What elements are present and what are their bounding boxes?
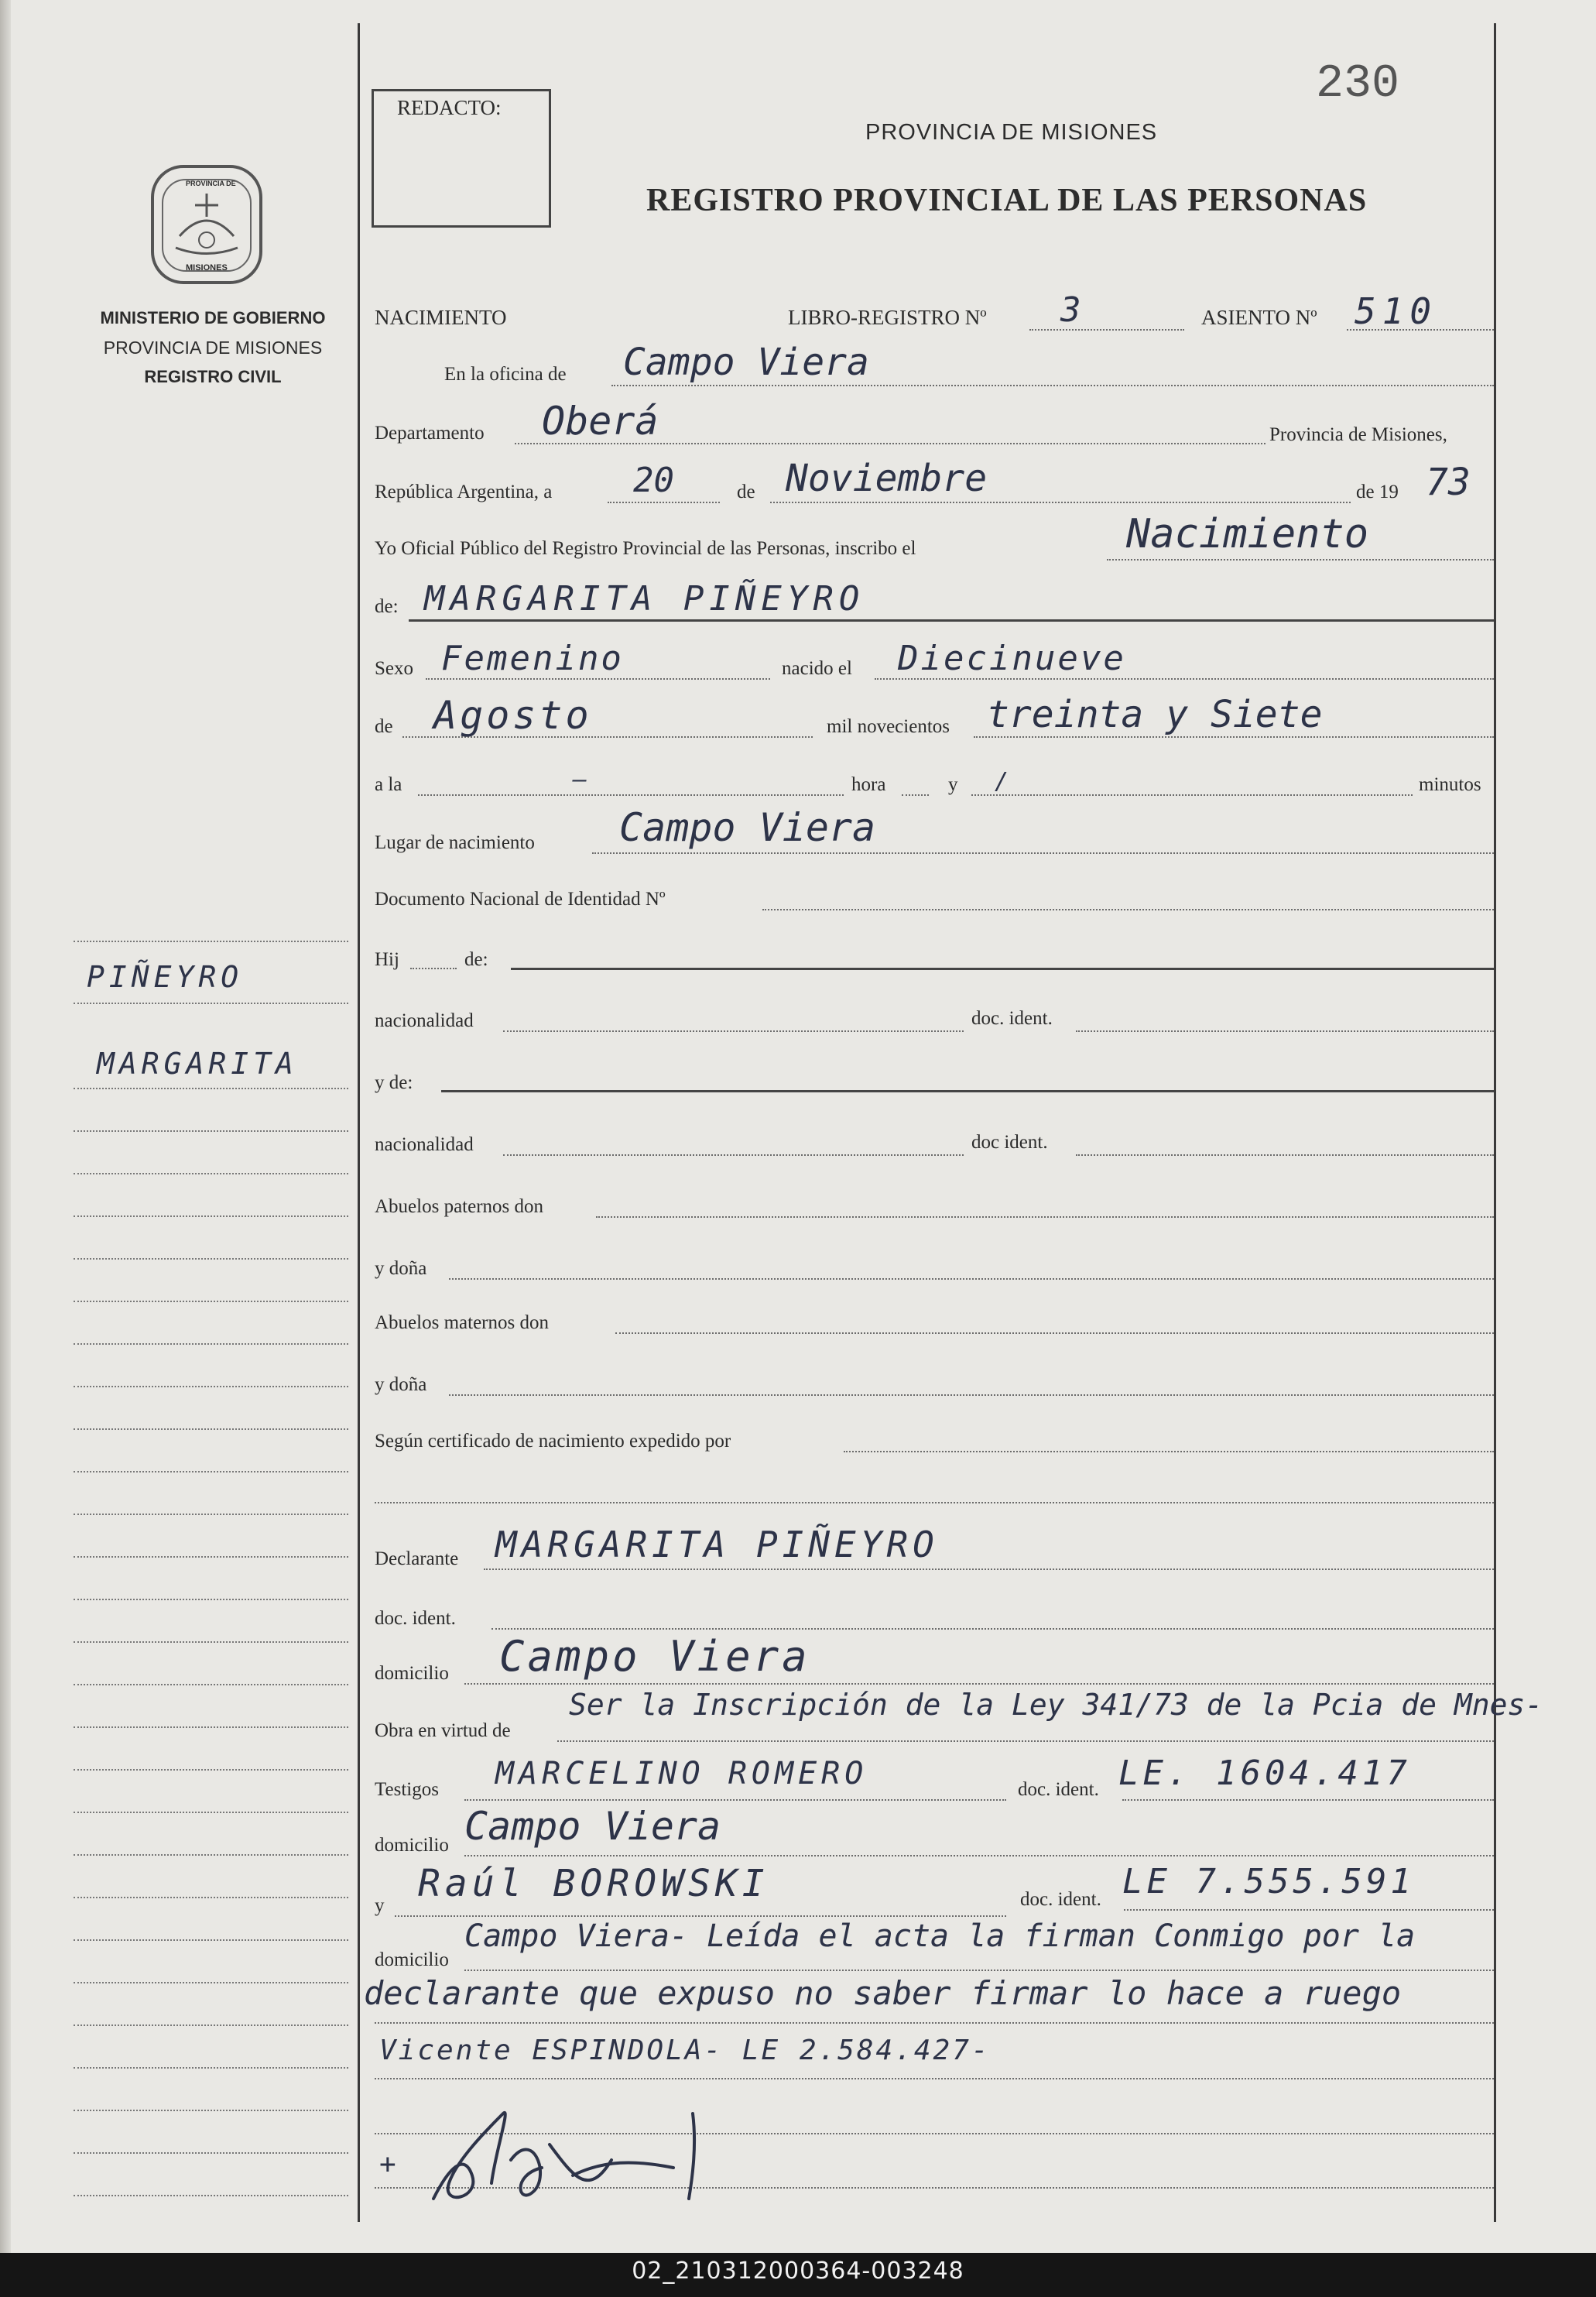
stamp-number: 230: [1316, 58, 1400, 111]
ala-label: a la: [375, 774, 402, 795]
testigo1-value: MARCELINO ROMERO: [495, 1756, 868, 1791]
de-nombre-label: de:: [375, 596, 399, 617]
redacto-box: [372, 89, 551, 228]
file-id: 02_210312000364-003248: [632, 2258, 964, 2285]
margin-rule-left: [358, 23, 360, 2222]
asiento-value: 510: [1355, 290, 1438, 332]
de2-label: de: [375, 716, 393, 737]
republica-label: República Argentina, a: [375, 482, 553, 502]
certificado-label: Según certificado de nacimiento expedido por: [375, 1431, 731, 1452]
doc-ident2-label: doc ident.: [971, 1132, 1048, 1153]
hora-value: —: [573, 766, 587, 794]
margin-rule-right: [1494, 23, 1496, 2222]
oficial-label: Yo Oficial Público del Registro Provincial de las Personas, inscribo el: [375, 538, 916, 559]
signature-mark: +: [379, 2148, 396, 2180]
ministry-line3: REGISTRO CIVIL: [144, 367, 282, 386]
y-dona2-label: y doña: [375, 1374, 427, 1395]
y-t2-label: y: [375, 1895, 385, 1916]
sidebar-given-name: MARGARITA: [97, 1047, 298, 1081]
doc-ident-t2-label: doc. ident.: [1020, 1889, 1101, 1910]
mil-label: mil novecientos: [827, 716, 950, 737]
sexo-value: Femenino: [441, 639, 624, 678]
testigos-label: Testigos: [375, 1779, 439, 1800]
footer-bar: [0, 2253, 1596, 2297]
nacido-value: Diecinueve: [898, 639, 1126, 678]
mes-nac-value: Agosto: [433, 693, 592, 738]
testigo2-value: Raúl BOROWSKI: [418, 1862, 769, 1905]
sidebar-surname: PIÑEYRO: [87, 960, 244, 994]
note-line2: declarante que expuso no saber firmar lo hace a ruego: [364, 1974, 1402, 2012]
nacionalidad2-label: nacionalidad: [375, 1134, 474, 1155]
hij-label: Hij: [375, 949, 399, 970]
registry-title: REGISTRO PROVINCIAL DE LAS PERSONAS: [646, 183, 1368, 218]
abuelos-maternos-label: Abuelos maternos don: [375, 1312, 549, 1333]
y-hora-label: y: [948, 774, 958, 795]
nacionalidad-label: nacionalidad: [375, 1010, 474, 1031]
ministry-line1: MINISTERIO DE GOBIERNO: [100, 308, 326, 327]
doc-ident-label: doc. ident.: [971, 1008, 1053, 1029]
y-de-label: y de:: [375, 1072, 413, 1093]
doc-ident3-label: doc. ident.: [375, 1608, 456, 1629]
seal-top-text: PROVINCIA DE: [186, 180, 236, 187]
de-label: de: [737, 482, 755, 502]
doc-ident-t2-value: LE 7.555.591: [1122, 1862, 1415, 1901]
inscribo-value: Nacimiento: [1126, 511, 1369, 557]
hij-de-label: de:: [464, 949, 488, 970]
obra-value: Ser la Inscripción de la Ley 341/73 de la Pcia de Mnes-: [569, 1688, 1543, 1722]
oficina-value: Campo Viera: [623, 341, 869, 384]
doc-ident-t1-value: LE. 1604.417: [1118, 1754, 1411, 1793]
domicilio-t1-label: domicilio: [375, 1835, 449, 1856]
domicilio-t2-label: domicilio: [375, 1949, 449, 1970]
oficina-label: En la oficina de: [444, 364, 567, 385]
minutos-label: minutos: [1419, 774, 1481, 795]
domicilio-label: domicilio: [375, 1663, 449, 1684]
official-signature: [418, 2083, 712, 2214]
domicilio-t1-value: Campo Viera: [464, 1804, 721, 1849]
seal-bottom-text: MISIONES: [186, 263, 228, 273]
mes-value: Noviembre: [786, 457, 988, 500]
dni-label: Documento Nacional de Identidad Nº: [375, 889, 666, 910]
departamento-label: Departamento: [375, 423, 485, 444]
lugar-value: Campo Viera: [619, 805, 876, 850]
provincia-label: Provincia de Misiones,: [1269, 424, 1447, 445]
lugar-label: Lugar de nacimiento: [375, 832, 535, 853]
y-dona-label: y doña: [375, 1258, 427, 1279]
abuelos-paternos-label: Abuelos paternos don: [375, 1196, 544, 1217]
declarante-label: Declarante: [375, 1548, 459, 1569]
hora-label: hora: [851, 774, 886, 795]
binding-edge: [0, 0, 11, 2253]
anio-nac-value: treinta y Siete: [987, 693, 1323, 736]
nombre-value: MARGARITA PIÑEYRO: [424, 579, 865, 619]
record-type-label: NACIMIENTO: [375, 306, 507, 329]
minutos-value: /: [995, 768, 1009, 795]
redacto-label: REDACTO:: [397, 96, 502, 119]
ministry-line2: PROVINCIA DE MISIONES: [103, 338, 323, 358]
dia-value: 20: [633, 461, 674, 500]
domicilio-t2-value: Campo Viera- Leída el acta la firman Conmigo por la: [464, 1918, 1416, 1954]
obra-label: Obra en virtud de: [375, 1720, 511, 1741]
sexo-label: Sexo: [375, 658, 413, 679]
note-line3: Vicente ESPINDOLA- LE 2.584.427-: [379, 2035, 991, 2066]
doc-ident-t1-label: doc. ident.: [1018, 1779, 1099, 1800]
domicilio-value: Campo Viera: [499, 1632, 810, 1681]
nacido-label: nacido el: [782, 658, 852, 679]
anio-value: 73: [1426, 461, 1471, 504]
anio-label: de 19: [1356, 482, 1399, 502]
provincial-seal: [149, 163, 265, 290]
province-heading: PROVINCIA DE MISIONES: [865, 120, 1158, 145]
libro-label: LIBRO-REGISTRO Nº: [788, 306, 987, 329]
declarante-value: MARGARITA PIÑEYRO: [495, 1524, 939, 1565]
asiento-label: ASIENTO Nº: [1201, 306, 1317, 329]
departamento-value: Oberá: [542, 399, 659, 444]
libro-value: 3: [1060, 290, 1081, 330]
